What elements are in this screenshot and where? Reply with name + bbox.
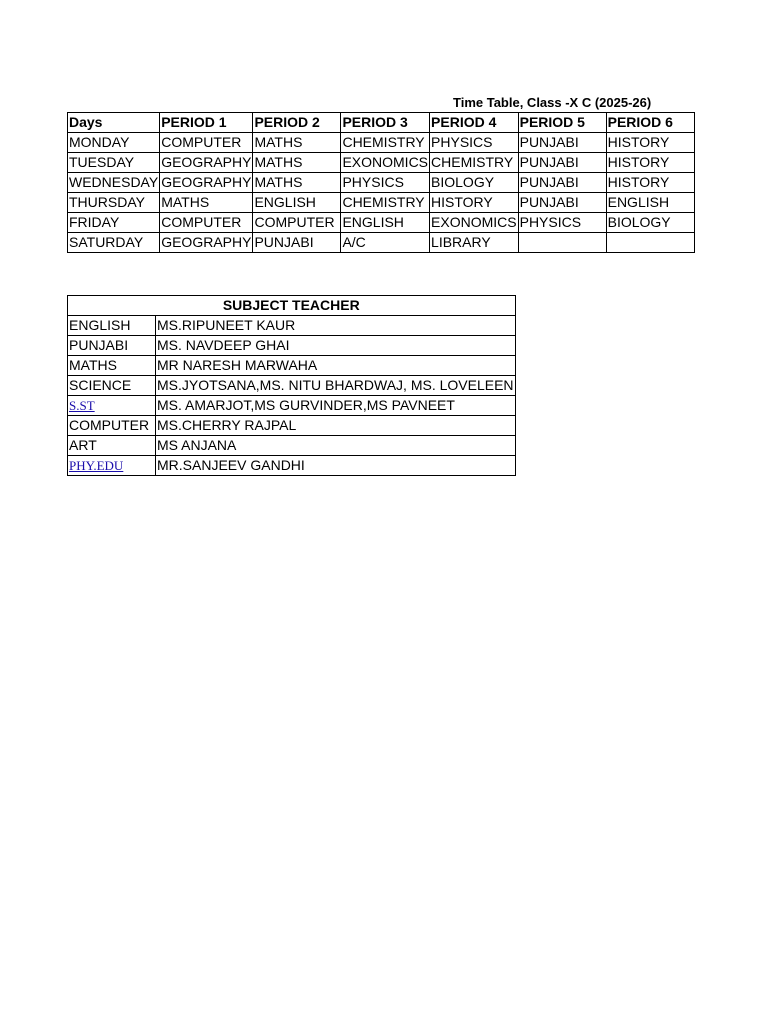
period-cell: HISTORY <box>606 133 694 153</box>
timetable-row <box>68 173 695 193</box>
period-cell: HISTORY <box>606 173 694 193</box>
subject-teacher-row <box>68 436 516 456</box>
day-cell: WEDNESDAY <box>68 173 160 193</box>
timetable-header-cell: PERIOD 4 <box>430 113 519 133</box>
subject-cell: COMPUTER <box>68 416 156 436</box>
timetable-row <box>68 233 695 253</box>
period-cell: BIOLOGY <box>430 173 519 193</box>
subject-teacher-row <box>68 356 516 376</box>
period-cell: PUNJABI <box>518 193 606 213</box>
teacher-name-cell: MS. AMARJOT,MS GURVINDER,MS PAVNEET <box>156 396 516 416</box>
period-cell: MATHS <box>253 173 341 193</box>
period-cell: GEOGRAPHY <box>160 173 253 193</box>
teacher-name-cell: MS. NAVDEEP GHAI <box>156 336 516 356</box>
period-cell: PHYSICS <box>341 173 430 193</box>
timetable-title: Time Table, Class -X C (2025-26) <box>453 95 652 110</box>
period-cell: GEOGRAPHY <box>160 153 253 173</box>
subject-teacher-row <box>68 376 516 396</box>
teacher-name-cell: MS ANJANA <box>156 436 516 456</box>
subject-teacher-row <box>68 316 516 336</box>
day-cell: MONDAY <box>68 133 160 153</box>
day-cell: TUESDAY <box>68 153 160 173</box>
subject-teacher-row <box>68 336 516 356</box>
period-cell: CHEMISTRY <box>341 133 430 153</box>
subject-cell: ART <box>68 436 156 456</box>
period-cell: COMPUTER <box>160 213 253 233</box>
period-cell: MATHS <box>253 133 341 153</box>
period-cell: EXONOMICS <box>341 153 430 173</box>
teacher-name-cell: MR NARESH MARWAHA <box>156 356 516 376</box>
timetable-header-cell: PERIOD 2 <box>253 113 341 133</box>
period-cell: PUNJABI <box>518 153 606 173</box>
period-cell: COMPUTER <box>160 133 253 153</box>
period-cell: PUNJABI <box>253 233 341 253</box>
period-cell: PUNJABI <box>518 133 606 153</box>
period-cell: LIBRARY <box>430 233 519 253</box>
period-cell: PHYSICS <box>430 133 519 153</box>
period-cell <box>606 233 694 253</box>
subject-teacher-table <box>67 295 516 476</box>
timetable <box>67 112 695 253</box>
period-cell: HISTORY <box>606 153 694 173</box>
subject-teacher-title: SUBJECT TEACHER <box>68 296 516 316</box>
timetable-row <box>68 213 695 233</box>
teacher-name-cell: MS.JYOTSANA,MS. NITU BHARDWAJ, MS. LOVELEEN <box>156 376 516 396</box>
period-cell: BIOLOGY <box>606 213 694 233</box>
timetable-header-cell: PERIOD 5 <box>518 113 606 133</box>
timetable-row <box>68 193 695 213</box>
timetable-row <box>68 133 695 153</box>
period-cell: GEOGRAPHY <box>160 233 253 253</box>
period-cell: A/C <box>341 233 430 253</box>
subject-cell: SCIENCE <box>68 376 156 396</box>
subject-teacher-row <box>68 416 516 436</box>
subject-cell <box>68 396 156 416</box>
subject-cell: ENGLISH <box>68 316 156 336</box>
day-cell: THURSDAY <box>68 193 160 213</box>
period-cell: ENGLISH <box>253 193 341 213</box>
teacher-name-cell: MR.SANJEEV GANDHI <box>156 456 516 476</box>
teacher-name-cell: MS.CHERRY RAJPAL <box>156 416 516 436</box>
timetable-header-cell: PERIOD 1 <box>160 113 253 133</box>
period-cell: CHEMISTRY <box>341 193 430 213</box>
subject-teacher-row <box>68 396 516 416</box>
subject-link[interactable]: PHY.EDU <box>69 458 124 473</box>
period-cell <box>518 233 606 253</box>
period-cell: PHYSICS <box>518 213 606 233</box>
period-cell: MATHS <box>253 153 341 173</box>
subject-cell <box>68 456 156 476</box>
subject-teacher-header-row <box>68 296 516 316</box>
day-cell: FRIDAY <box>68 213 160 233</box>
timetable-row <box>68 153 695 173</box>
period-cell: CHEMISTRY <box>430 153 519 173</box>
period-cell: ENGLISH <box>606 193 694 213</box>
period-cell: HISTORY <box>430 193 519 213</box>
subject-cell: PUNJABI <box>68 336 156 356</box>
day-cell: SATURDAY <box>68 233 160 253</box>
timetable-header-cell: Days <box>68 113 160 133</box>
period-cell: PUNJABI <box>518 173 606 193</box>
teacher-name-cell: MS.RIPUNEET KAUR <box>156 316 516 336</box>
timetable-header-cell: PERIOD 6 <box>606 113 694 133</box>
period-cell: COMPUTER <box>253 213 341 233</box>
timetable-header-row <box>68 113 695 133</box>
period-cell: ENGLISH <box>341 213 430 233</box>
subject-link[interactable]: S.ST <box>69 398 95 413</box>
timetable-header-cell: PERIOD 3 <box>341 113 430 133</box>
subject-teacher-row <box>68 456 516 476</box>
period-cell: EXONOMICS <box>430 213 519 233</box>
period-cell: MATHS <box>160 193 253 213</box>
subject-cell: MATHS <box>68 356 156 376</box>
